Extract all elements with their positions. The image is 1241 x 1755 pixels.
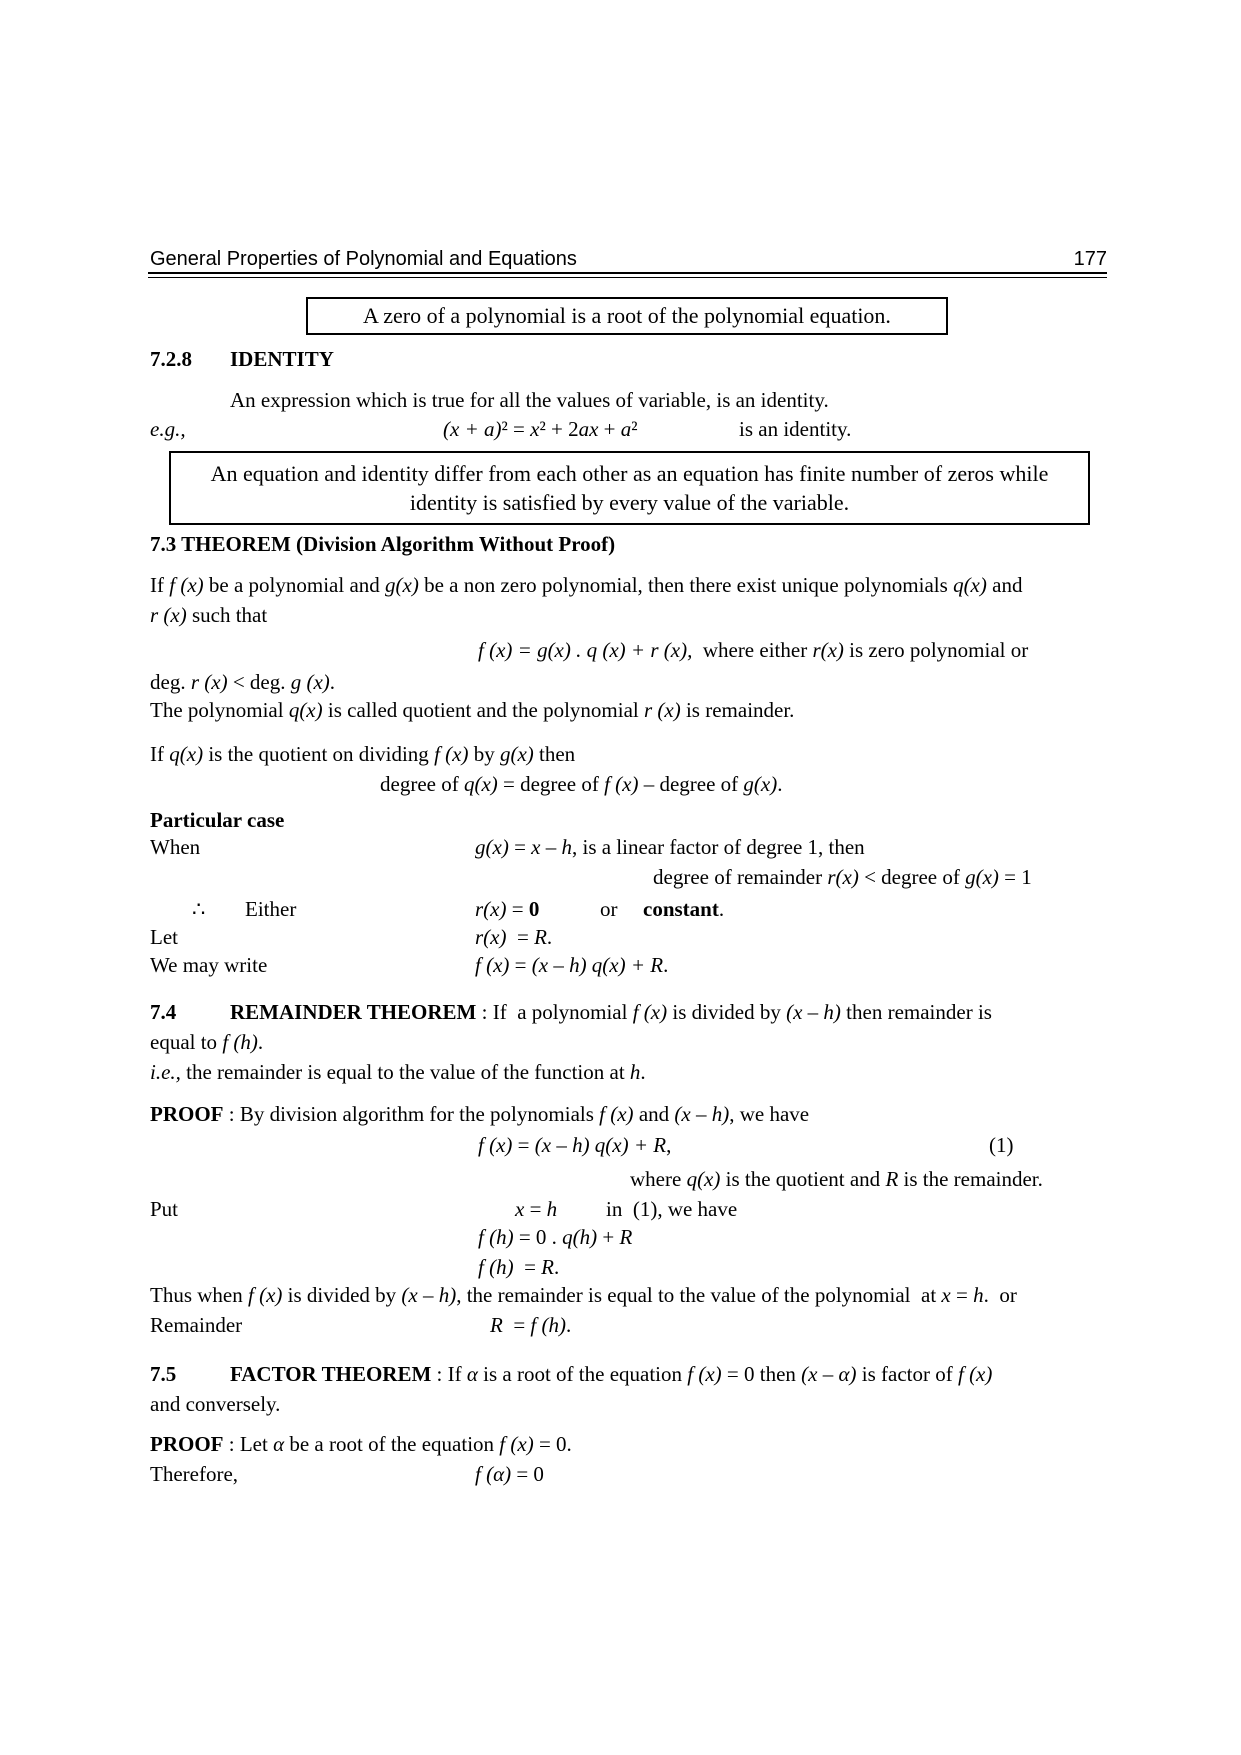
heading-identity: 7.2.8 IDENTITY	[150, 347, 334, 371]
proof-74-line: PROOF : By division algorithm for the polynomials f (x) and (x – h), we have	[150, 1102, 810, 1126]
particular-case-heading: Particular case	[150, 808, 285, 832]
identity-example: e.g., (x + a)² = x² + 2ax + a² is an identity.	[150, 417, 852, 441]
degree-condition: deg. r (x) < deg. g (x).	[150, 670, 336, 694]
quotient-remainder-definition: The polynomial q(x) is called quotient and the polynomial r (x) is remainder.	[150, 698, 795, 722]
theorem73-text-line1: If f (x) be a polynomial and g(x) be a non zero polynomial, then there exist unique polynomials q(x) and	[150, 573, 1023, 597]
we-may-write-line: We may write f (x) = (x – h) q(x) + R.	[150, 953, 669, 977]
quotient-degree-intro: If q(x) is the quotient on dividing f (x) by g(x) then	[150, 742, 576, 766]
running-header	[150, 248, 1107, 270]
put-line: Put x = h in (1), we have	[150, 1197, 738, 1221]
remainder-theorem-line1: 7.4 REMAINDER THEOREM : If a polynomial f (x) is divided by (x – h) then remainder is	[150, 1000, 992, 1024]
running-header-title: General Properties of Polynomial and Equations	[150, 248, 577, 270]
heading-theorem-73: 7.3 THEOREM (Division Algorithm Without Proof)	[150, 532, 616, 556]
note-box-line1: An equation and identity differ from each other as an equation has finite number of zeros while	[210, 461, 1049, 486]
when-linear-factor: When g(x) = x – h, is a linear factor of degree 1, then	[150, 835, 865, 859]
thus-conclusion-line: Thus when f (x) is divided by (x – h), the remainder is equal to the value of the polynomial at x = h. or	[150, 1283, 1017, 1307]
let-line: Let r(x) = R.	[150, 925, 553, 949]
note-box-equation-vs-identity	[169, 451, 1090, 525]
factor-theorem-line2: and conversely.	[150, 1392, 281, 1416]
proof-75-line: PROOF : Let α be a root of the equation f (x) = 0.	[150, 1432, 572, 1456]
textbook-page: General Properties of Polynomial and Equations 177 A zero of a polynomial is a root of the polynomial equation. 7.2.8 IDENTITY An expression which is true for all the values of variable, is an identity. e.g., (x + a)² = x² + 2ax + a² is an identity. An equation and identity differ from each other as an equation has finite number of zeros while identity is satisfied by every value of the variable. 7.3 THEOREM (Division Algorithm Without Proof) If f (x) be a polynomial and g(x) be a non zero polynomial, then there exist unique polynomials q(x) and r (x) such that f (x) = g(x) . q (x) + r (x), where either r(x) is zero polynomial or deg. r (x) < deg. g (x). The polynomial q(x) is called quotient and the polynomial r (x) is remainder. If q(x) is the quotient on dividing f (x) by g(x) then degree of q(x) = degree of f (x) – degree of g(x). Particular case When g(x) = x – h, is a linear factor of degree 1, then degree of remainder r(x) < degree of g(x) = 1 ∴ Either r(x) = 0 or constant. Let r(x) = R. We may write f (x) = (x – h) q(x) + R. 7.4 REMAINDER THEOREM : If a polynomial f (x) is divided by (x – h) then remainder is equal to f (h). i.e., the remainder is equal to the value of the function at h. PROOF : By division algorithm for the polynomials f (x) and (x – h), we have f (x) = (x – h) q(x) + R, (1) where q(x) is the quotient and R is the remainder. Put x = h in (1), we have f (h) = 0 . q(h) + R f (h) = R. Thus when f (x) is divided by (x – h), the remainder is equal to the value of the polynomial at x = h. or Remainder R = f (h). 7.5 FACTOR THEOREM : If α is a root of the equation f (x) = 0 then (x – α) is factor of f (x) and conversely. PROOF : Let α be a root of the equation f (x) = 0. Therefore, f (α) = 0	[0, 0, 1241, 1755]
remainder-theorem-line2: equal to f (h).	[150, 1030, 264, 1054]
ie-remark-line: i.e., the remainder is equal to the value of the function at h.	[150, 1060, 646, 1084]
note-box-zero-root: A zero of a polynomial is a root of the polynomial equation.	[306, 297, 948, 335]
header-rule	[148, 272, 1107, 278]
theorem73-text-line2: r (x) such that	[150, 603, 268, 627]
note-box-line2: identity is satisfied by every value of the variable.	[409, 490, 850, 515]
factor-theorem-line1: 7.5 FACTOR THEOREM : If α is a root of the equation f (x) = 0 then (x – α) is factor of f (x)	[150, 1362, 993, 1386]
therefore-line: Therefore, f (α) = 0	[150, 1462, 544, 1486]
page-number: 177	[1073, 248, 1107, 270]
remainder-equals-line: Remainder R = f (h).	[150, 1313, 572, 1337]
